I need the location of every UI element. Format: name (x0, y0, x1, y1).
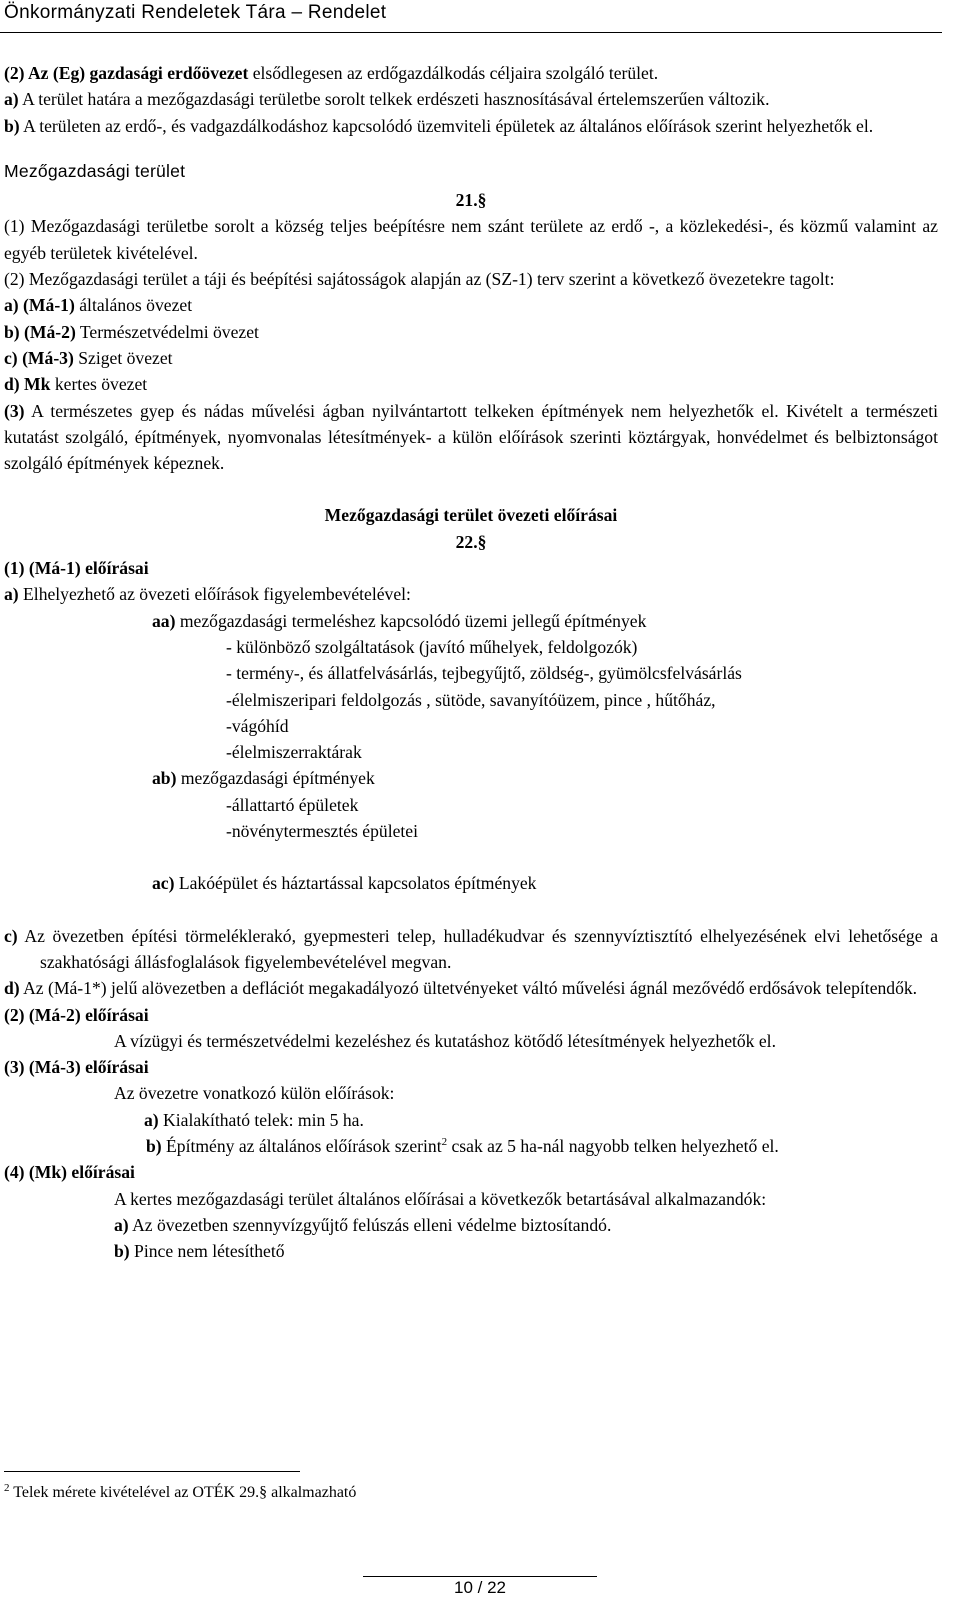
sec21-paragraph-2: (2) Mezőgazdasági terület a táji és beépítési sajátosságok alapján az (SZ-1) terv szerint a következő övezetekre tagolt: (4, 269, 835, 290)
ma3-clause-a (4, 1107, 938, 1133)
clause-text: Az (Má-1*) jelű alövezetben a deflációt megakadályozó ültetvényeket váltó művelési ágnál mezővédő erdősávok telepítendők. (19, 978, 918, 999)
zone-code: b) (Má-2) (4, 321, 76, 342)
clause-label: b) (4, 115, 20, 136)
document-header-title: Önkormányzati Rendeletek Tára – Rendelet (4, 2, 387, 23)
subheading-text: (2) (Má-2) előírásai (4, 1004, 149, 1025)
aa-list-item: - termény-, és állatfelvásárlás, tejbegyűjtő, zöldség-, gyümölcsfelvásárlás (226, 663, 742, 684)
paragraph-label: (3) (4, 400, 25, 421)
clause-label: aa) (152, 610, 176, 631)
spacer (4, 897, 938, 923)
page-number: 10 / 22 (454, 1578, 506, 1597)
clause-text: Az övezetben szennyvízgyűjtő felúszás elleni védelme biztosítandó. (128, 1214, 612, 1235)
clause-label: a) (4, 584, 19, 605)
section-number-text: 22.§ (455, 531, 487, 552)
footnote-divider (4, 1471, 300, 1472)
eg-zone-text: elsődlegesen az erdőgazdálkodás céljaira szolgáló terület. (248, 63, 659, 83)
ma1-clause-ab (4, 765, 938, 791)
clause-label: b) (146, 1135, 162, 1156)
zone-list-item (4, 292, 938, 318)
footnote-text: Telek mérete kivételével az OTÉK 29.§ alkalmazható (9, 1484, 357, 1501)
clause-text: Lakóépület és háztartással kapcsolatos építmények (174, 873, 537, 894)
ma1-clause-c (4, 923, 938, 976)
eg-paragraph-number: (2) Az ( (4, 63, 59, 83)
document-body (4, 60, 938, 1264)
ma3-intro: Az övezetre vonatkozó külön előírások: (114, 1083, 395, 1104)
eg-clause-b (4, 113, 938, 139)
clause-label: b) (114, 1241, 130, 1262)
zone-name: kertes övezet (50, 374, 148, 395)
ma1-clause-a (4, 581, 938, 607)
section-number-22 (4, 529, 938, 555)
clause-label: c) (4, 925, 18, 946)
clause-text: Az övezetben építési törmeléklerakó, gyepmesteri telep, hulladékudvar és szennyvíztisztító elhelyezésének elvi lehetősége a szakhatósági állásfoglalások figyelembevételével megvan. (17, 925, 938, 972)
aa-list-item: - különböző szolgáltatások (javító műhelyek, feldolgozók) (226, 636, 638, 657)
zone-code: d) Mk (4, 374, 51, 395)
subheading-text: (1) (Má-1) előírásai (4, 558, 149, 579)
header-divider (0, 32, 942, 33)
clause-text: Pince nem létesíthető (129, 1241, 285, 1262)
ma1-subheading (4, 555, 938, 581)
ma3-clause-b (4, 1133, 938, 1159)
ma1-clause-d (4, 975, 938, 1001)
clause-text: mezőgazdasági építmények (176, 768, 375, 789)
zone-name: általános övezet (74, 295, 193, 316)
subheading-text: (4) (Mk) előírásai (4, 1162, 135, 1183)
spacer (4, 844, 938, 870)
section-heading-agricultural-area: Mezőgazdasági terület (4, 160, 186, 181)
sec21-paragraph-1: (1) Mezőgazdasági területbe sorolt a község teljes beépítésre nem szánt területe az erdő -, a közlekedési-, és közmű valamint az egyéb területek kivételével. (4, 216, 938, 263)
ma3-subheading (4, 1054, 938, 1080)
page-number-divider (363, 1576, 597, 1577)
section-number-text: 21.§ (455, 190, 487, 211)
footnote-reference[interactable]: 2 (441, 1135, 448, 1148)
eg-zone-paragraph (4, 60, 938, 86)
ma1-clause-aa (4, 608, 938, 634)
zone-name: Sziget övezet (73, 347, 173, 368)
clause-text: A területen az erdő-, és vadgazdálkodáshoz kapcsolódó üzemviteli épületek az általános előírások szerint helyezhetők el. (19, 115, 874, 136)
clause-label: a) (144, 1109, 159, 1130)
clause-text: mezőgazdasági termeléshez kapcsolódó üzemi jellegű építmények (175, 610, 647, 631)
spacer (4, 476, 938, 502)
clause-label: d) (4, 978, 20, 999)
zone-list-item (4, 319, 938, 345)
mk-subheading (4, 1159, 938, 1185)
mk-clause-b (4, 1238, 938, 1264)
section-heading-text: Mezőgazdasági terület övezeti előírásai (324, 505, 618, 526)
section-number-21 (4, 187, 938, 213)
eg-clause-a (4, 86, 938, 112)
clause-label: a) (114, 1214, 129, 1235)
paragraph-text: A természetes gyep és nádas művelési ágban nyilvántartott telkeken építmények nem helyezhetők el. Kivételt a természeti kutatást szolgáló, építmények, nyomvonalas létesítmények- a külön előírások szerinti köztárgyak, honvédelmet és belbiztonságot szolgáló építmények képeznek. (4, 400, 938, 474)
footnote-mark: 2 (4, 1482, 10, 1494)
footnote (4, 1484, 356, 1502)
ab-list-item: -növénytermesztés épületei (226, 821, 418, 842)
subheading-text: (3) (Má-3) előírásai (4, 1057, 149, 1078)
ma2-text: A vízügyi és természetvédelmi kezeléshez és kutatáshoz kötődő létesítmények helyezhetők el. (114, 1030, 776, 1051)
clause-text: A terület határa a mezőgazdasági területbe sorolt telkek erdészeti hasznosításával értelemszerűen változik. (18, 89, 770, 110)
clause-text: Elhelyezhető az övezeti előírások figyelembevételével: (18, 584, 411, 605)
clause-text: Építmény az általános előírások szerint (161, 1135, 442, 1156)
zone-code: a) (Má-1) (4, 295, 75, 316)
zone-name: Természetvédelmi övezet (75, 321, 259, 342)
aa-list-item: -élelmiszerraktárak (226, 742, 362, 763)
aa-list-item: -vágóhíd (226, 715, 289, 736)
sec21-paragraph-3 (4, 398, 938, 477)
eg-zone-name: Eg) gazdasági erdőövezet (58, 63, 249, 83)
clause-text: Kialakítható telek: min 5 ha. (158, 1109, 364, 1130)
clause-text-continued: csak az 5 ha-nál nagyobb telken helyezhető el. (447, 1135, 779, 1156)
mk-intro: A kertes mezőgazdasági terület általános előírásai a következők betartásával alkalmazandók: (114, 1188, 767, 1209)
clause-label: ab) (152, 768, 177, 789)
ab-list-item: -állattartó épületek (226, 794, 359, 815)
zone-list-item (4, 345, 938, 371)
clause-label: a) (4, 89, 19, 110)
zone-list-item (4, 371, 938, 397)
clause-label: ac) (152, 873, 175, 894)
zone-code: c) (Má-3) (4, 347, 74, 368)
ma2-subheading (4, 1002, 938, 1028)
section-heading-zone-rules (4, 502, 938, 528)
ma1-clause-ac (4, 870, 938, 896)
mk-clause-a (4, 1212, 938, 1238)
aa-list-item: -élelmiszeripari feldolgozás , sütöde, savanyítóüzem, pince , hűtőház, (226, 689, 716, 710)
